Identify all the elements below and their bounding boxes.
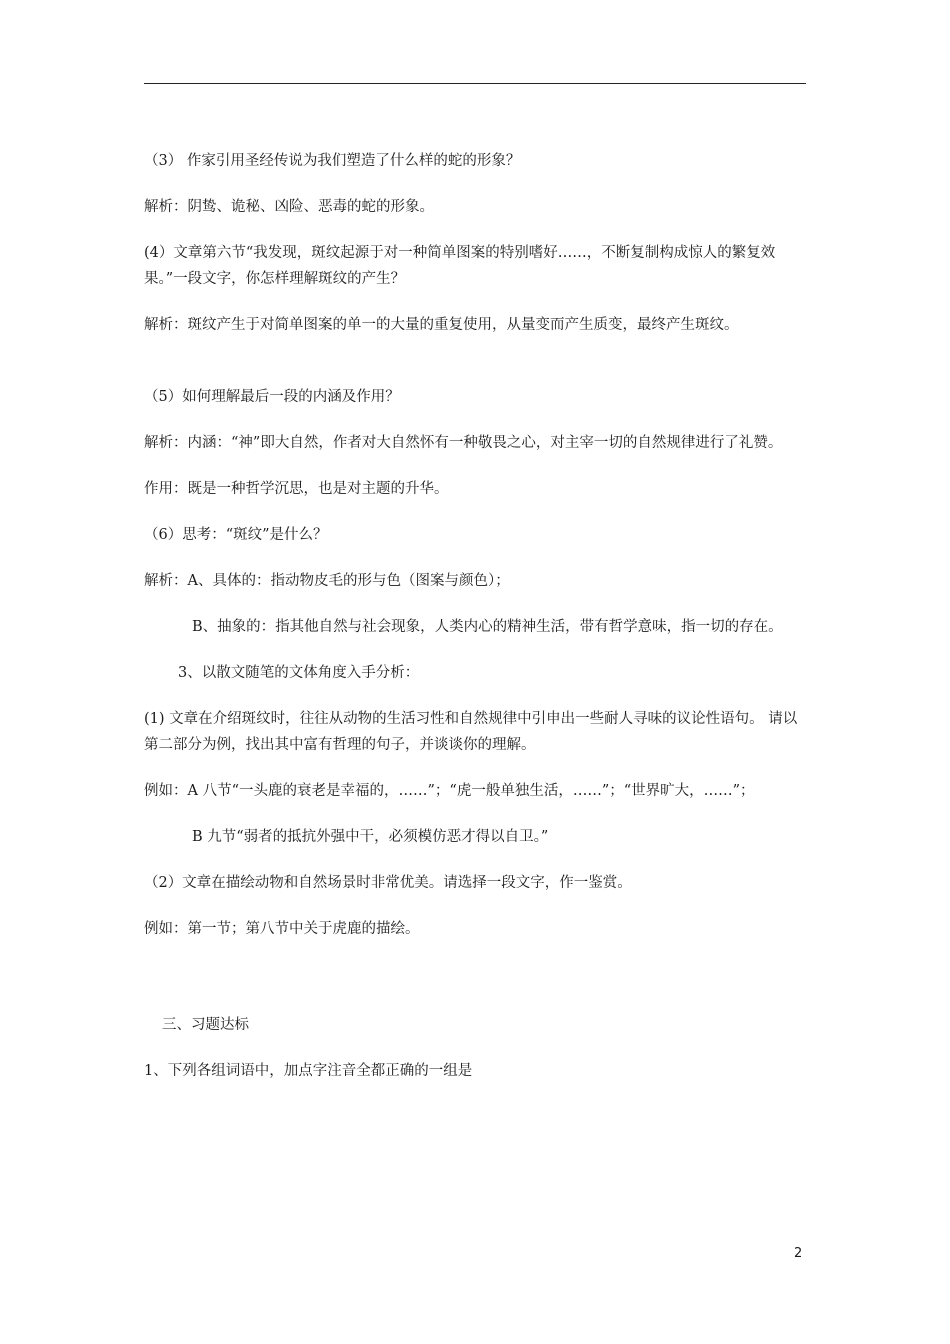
section-3-heading: 3、以散文随笔的文体角度入手分析： [178, 665, 420, 681]
section-3-question-1: (1) 文章在介绍斑纹时，往往从动物的生活习性和自然规律中引申出一些耐人寻味的议论性语句。 请以第二部分为例，找出其中富有哲理的句子，并谈谈你的理解。 [144, 711, 798, 753]
question-4: (4）文章第六节“我发现，斑纹起源于对一种简单图案的特别嗜好……，不断复制构成惊人的繁复效果。”一段文字，你怎样理解斑纹的产生？ [144, 245, 776, 287]
page-number: 2 [794, 1246, 803, 1261]
answer-3: 解析：阴鸷、诡秘、凶险、恶毒的蛇的形象。 [144, 199, 434, 215]
section-heading-exercises: 三、习题达标 [162, 1017, 249, 1033]
answer-4: 解析：斑纹产生于对简单图案的单一的大量的重复使用，从量变而产生质变，最终产生斑纹。 [144, 317, 739, 333]
answer-6-concrete: 解析：A、具体的：指动物皮毛的形与色（图案与颜色）； [144, 573, 510, 589]
header-rule [144, 83, 806, 84]
answer-5-meaning: 解析：内涵：“神”即大自然，作者对大自然怀有一种敬畏之心，对主宰一切的自然规律进行了礼赞。 [144, 435, 783, 451]
section-3-answer-1a: 例如：A 八节“一头鹿的衰老是幸福的，……”；“虎一般单独生活，……”；“世界旷大，……”； [144, 783, 755, 799]
question-3: （3） 作家引用圣经传说为我们塑造了什么样的蛇的形象？ [144, 153, 521, 169]
answer-6-abstract-text: B、抽象的：指其他自然与社会现象，人类内心的精神生活，带有哲学意味，指一切的存在。 [192, 619, 783, 635]
question-6: （6）思考：“斑纹”是什么？ [144, 527, 328, 543]
section-3-question-2: （2）文章在描绘动物和自然场景时非常优美。请选择一段文字，作一鉴赏。 [144, 875, 632, 891]
section-3-answer-1b: B 九节“弱者的抵抗外强中干，必须模仿恶才得以自卫。” [192, 829, 549, 845]
page-content [144, 148, 810, 1084]
answer-6-abstract [144, 614, 810, 640]
section-3-answer-2: 例如：第一节；第八节中关于虎鹿的描绘。 [144, 921, 420, 937]
question-5: （5）如何理解最后一段的内涵及作用？ [144, 389, 400, 405]
answer-5-function: 作用：既是一种哲学沉思，也是对主题的升华。 [144, 481, 449, 497]
exercise-1: 1、下列各组词语中，加点字注音全都正确的一组是 [144, 1063, 473, 1079]
